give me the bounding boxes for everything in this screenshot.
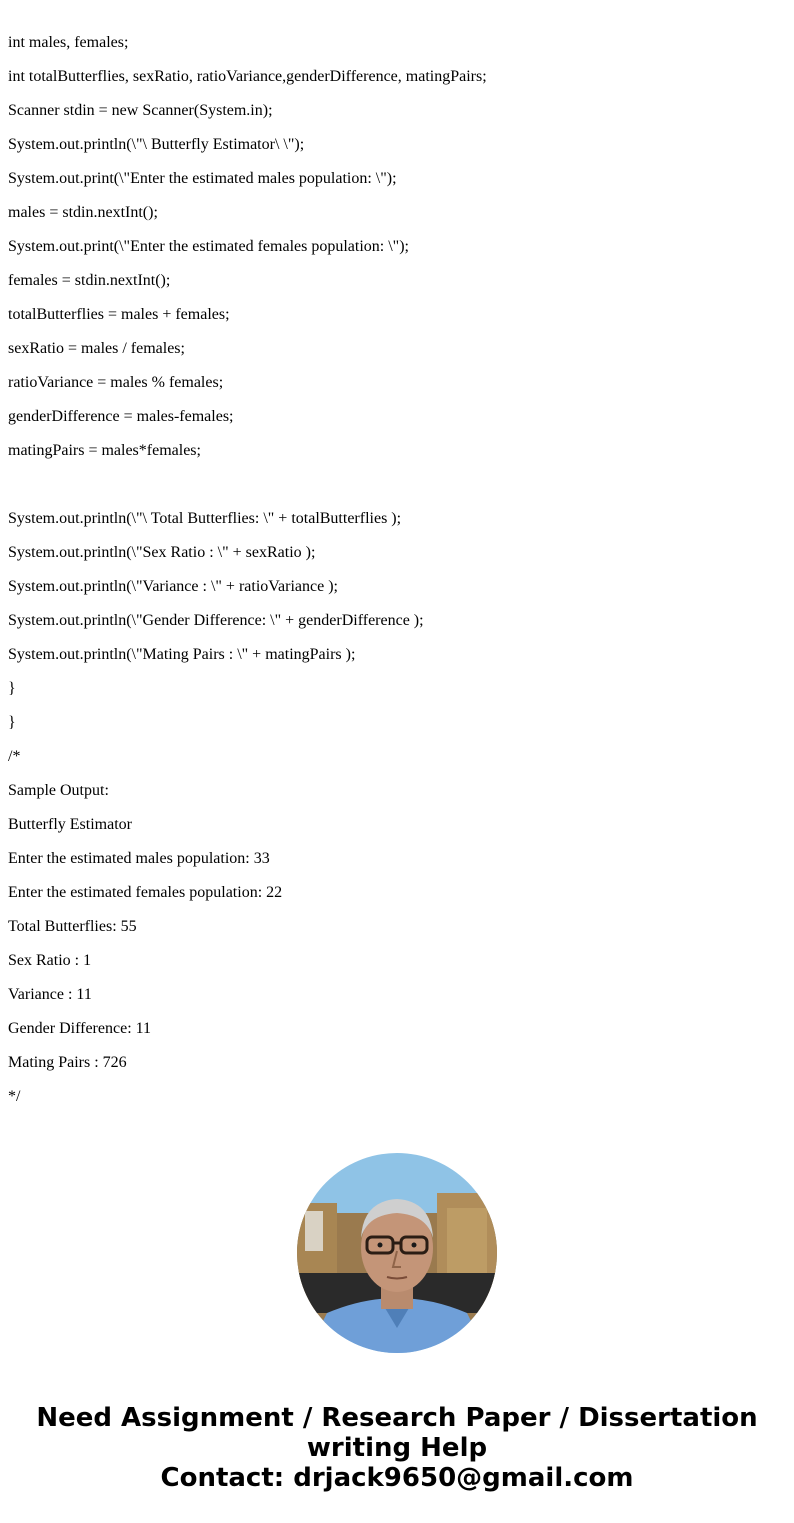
code-line: genderDifference = males-females; [8,408,234,425]
code-line: Variance : 11 [8,986,92,1003]
code-line: Enter the estimated males population: 33 [8,850,270,867]
code-line: Mating Pairs : 726 [8,1054,127,1071]
promo-line-1: Need Assignment / Research Paper / Dissertation [36,1403,758,1433]
code-line: System.out.println(\"\ Total Butterflies: \" + totalButterflies ); [8,510,402,527]
code-line: Sample Output: [8,782,109,799]
code-line: /* [8,748,21,765]
code-line: int totalButterflies, sexRatio, ratioVariance,genderDifference, matingPairs; [8,68,487,85]
code-line: } [8,714,16,731]
code-line: Gender Difference: 11 [8,1020,152,1037]
code-line: System.out.print(\"Enter the estimated females population: \"); [8,238,409,255]
author-avatar [297,1153,497,1353]
code-line: totalButterflies = males + females; [8,306,230,323]
code-line: males = stdin.nextInt(); [8,204,158,221]
code-line: int males, females; [8,34,129,51]
promo-banner [0,1403,794,1493]
code-line: Scanner stdin = new Scanner(System.in); [8,102,273,119]
promo-line-2: writing Help [306,1433,488,1463]
code-line-blank [8,468,788,502]
code-line: System.out.println(\"Sex Ratio : \" + sexRatio ); [8,544,316,561]
code-line: Total Butterflies: 55 [8,918,137,935]
code-line: System.out.println(\"Mating Pairs : \" + matingPairs ); [8,646,356,663]
code-line: Sex Ratio : 1 [8,952,92,969]
code-line: Butterfly Estimator [8,816,132,833]
code-line: sexRatio = males / females; [8,340,185,357]
code-line: System.out.println(\"\ Butterfly Estimator\ \"); [8,136,305,153]
promo-contact: Contact: drjack9650@gmail.com [160,1463,634,1493]
code-line: } [8,680,16,697]
code-line: System.out.print(\"Enter the estimated males population: \"); [8,170,397,187]
code-line: matingPairs = males*females; [8,442,201,459]
code-line: */ [8,1088,21,1105]
code-listing [8,26,788,1114]
code-line: System.out.println(\"Variance : \" + ratioVariance ); [8,578,338,595]
code-line: Enter the estimated females population: 22 [8,884,283,901]
code-line: System.out.println(\"Gender Difference: \" + genderDifference ); [8,612,424,629]
avatar-portrait [297,1153,497,1353]
code-line: females = stdin.nextInt(); [8,272,171,289]
code-line: ratioVariance = males % females; [8,374,224,391]
